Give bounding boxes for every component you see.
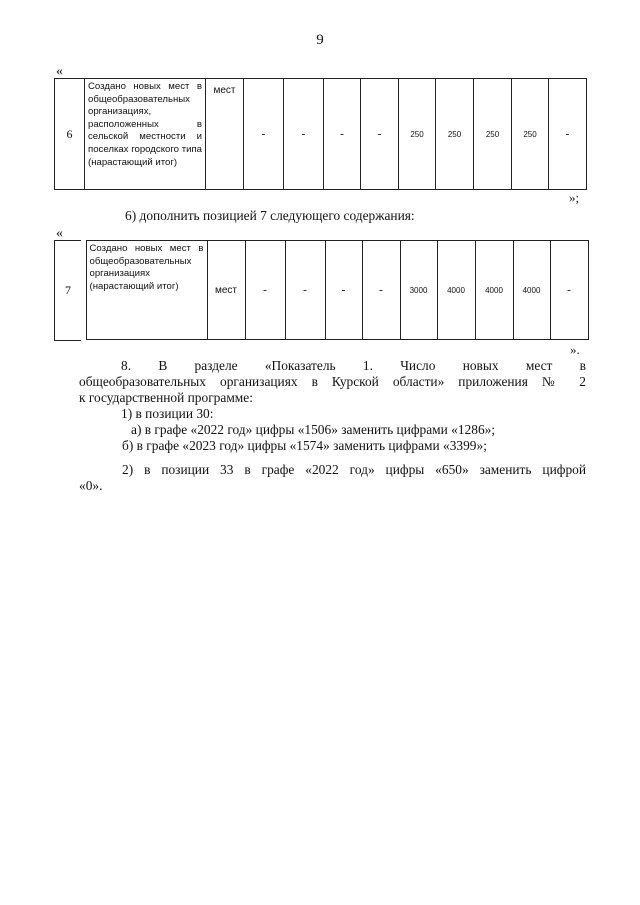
position-number: 6 [55, 79, 85, 190]
table2-close-quote: ». [570, 342, 580, 357]
subitem-1: 1) в позиции 30: [121, 406, 214, 421]
value-cell: - [362, 241, 400, 340]
value-cell: 4000 [437, 241, 475, 340]
value-cell: - [285, 241, 325, 340]
table1-open-quote: « [56, 64, 63, 79]
unit-cell: мест [207, 241, 245, 340]
indicator-name: Создано новых мест в общеобразовательных организациях (нарастающий итог) [86, 241, 207, 340]
paragraph-8-line-3: к государственной программе: [79, 390, 253, 405]
value-cell: - [550, 241, 588, 340]
value-cell: - [284, 79, 324, 190]
table2-open-quote: « [56, 226, 63, 241]
table-row [80, 241, 588, 340]
value-cell: - [245, 241, 285, 340]
item-6b: 6) дополнить позицией 7 следующего содержания: [125, 208, 415, 223]
page-number: 9 [316, 32, 324, 48]
value-cell: - [549, 79, 587, 190]
value-cell: - [244, 79, 284, 190]
value-cell: 250 [399, 79, 436, 190]
subitem-a: а) в графе «2022 год» цифры «1506» заменить цифрами «1286»; [131, 422, 496, 437]
position-number: 7 [54, 240, 81, 341]
table-position-6 [54, 78, 587, 190]
value-cell: 250 [436, 79, 474, 190]
value-cell: - [361, 79, 399, 190]
value-cell: 250 [474, 79, 512, 190]
table-position-7 [80, 240, 589, 340]
subitem-2-line-1: 2) в позиции 33 в графе «2022 год» цифры «650» заменить цифрой [122, 462, 586, 477]
subitem-b: б) в графе «2023 год» цифры «1574» заменить цифрами «3399»; [122, 438, 487, 453]
unit-cell: мест [206, 79, 244, 190]
value-cell: 3000 [400, 241, 437, 340]
value-cell: 4000 [513, 241, 550, 340]
indicator-name: Создано новых мест в общеобразовательных организациях, расположенных в сельской местности и поселках городского типа (нарастающий итог) [85, 79, 206, 190]
value-cell: - [324, 79, 361, 190]
subitem-2-line-2: «0». [79, 478, 103, 493]
table1-close-quote: »; [569, 190, 580, 205]
value-cell: 250 [512, 79, 549, 190]
paragraph-8-line-1: 8. В разделе «Показатель 1. Число новых мест в [121, 358, 586, 373]
table-row [55, 79, 587, 190]
paragraph-8-line-2: общеобразовательных организациях в Курской области» приложения № 2 [79, 374, 586, 389]
value-cell: 4000 [475, 241, 513, 340]
value-cell: - [325, 241, 362, 340]
